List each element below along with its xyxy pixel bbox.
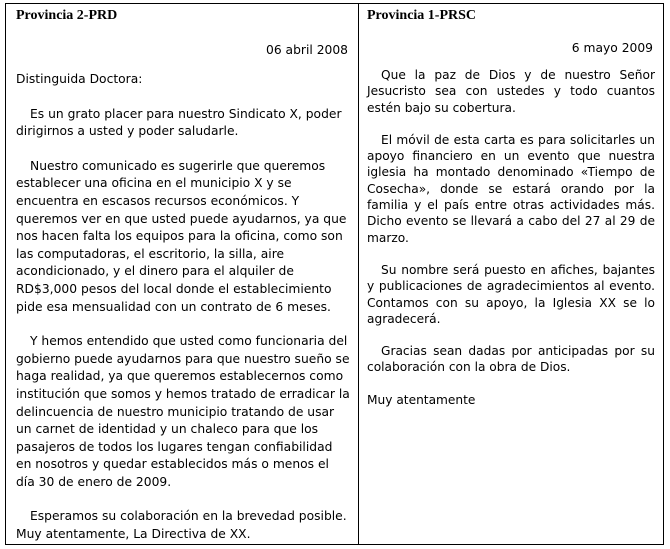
right-heading: Provincia 1-PRSC [367, 8, 477, 23]
right-column [359, 3, 663, 543]
left-closing: Muy atentamente, La Directiva de XX. [16, 527, 251, 542]
left-column [6, 3, 358, 543]
right-closing: Muy atentamente [367, 392, 476, 407]
right-date: 6 mayo 2009 [571, 41, 653, 55]
left-heading: Provincia 2-PRD [16, 8, 118, 23]
left-date: 06 abril 2008 [266, 43, 348, 57]
left-letter-body [16, 71, 351, 544]
left-paragraph-3: Y hemos entendido que usted como funcionaria del gobierno puede ayudarnos para que nuestro sueño se haga realidad, ya que queremos establecernos como institución que somos y hemos tratado de erradicar la delincuencia de nuestro municipio tratando de usar un carnet de identidad y un chaleco para que los pasajeros de todos los lugares tengan confiabilidad en nosotros y quedar establecidos más o menos el día 30 de enero de 2009. [16, 334, 350, 489]
right-paragraph-2: El móvil de esta carta es para solicitarles un apoyo financiero en un evento que nuestra iglesia ha montado denominado «Tiempo de Cosecha», donde se estará orando por la familia y el país entre otras actividades más. Dicho evento se llevará a cabo del 27 al 29 de marzo. [367, 132, 655, 245]
right-paragraph-1: Que la paz de Dios y de nuestro Señor Jesucristo sea con ustedes y todo cuantos estén bajo su cobertura. [367, 68, 655, 115]
right-paragraph-4: Gracias sean dadas por anticipadas por su colaboración con la obra de Dios. [367, 344, 655, 375]
left-salutation: Distinguida Doctora: [16, 72, 143, 86]
right-paragraph-3: Su nombre será puesto en afiches, bajantes y publicaciones de agradecimientos al evento. Contamos con su apoyo, la Iglesia XX se lo agradecerá. [367, 262, 655, 326]
left-paragraph-2: Nuestro comunicado es sugerirle que queremos establecer una oficina en el municipio X y se encuentra en escasos recursos económicos. Y queremos ver en que usted puede ayudarnos, ya que nos hacen falta los equipos para la oficina, como son las computadoras, el escritorio, la silla, aire acondicionado, y el dinero para el alquiler de RD$3,000 pesos del local donde el establecimiento pide esa mensualidad con un contrato de 6 meses. [16, 158, 347, 314]
left-paragraph-1: Es un grato placer para nuestro Sindicato X, poder dirigirnos a usted y poder saludarle. [16, 106, 342, 139]
right-letter-body [367, 67, 655, 408]
left-paragraph-4: Esperamos su colaboración en la brevedad posible. [30, 509, 347, 524]
